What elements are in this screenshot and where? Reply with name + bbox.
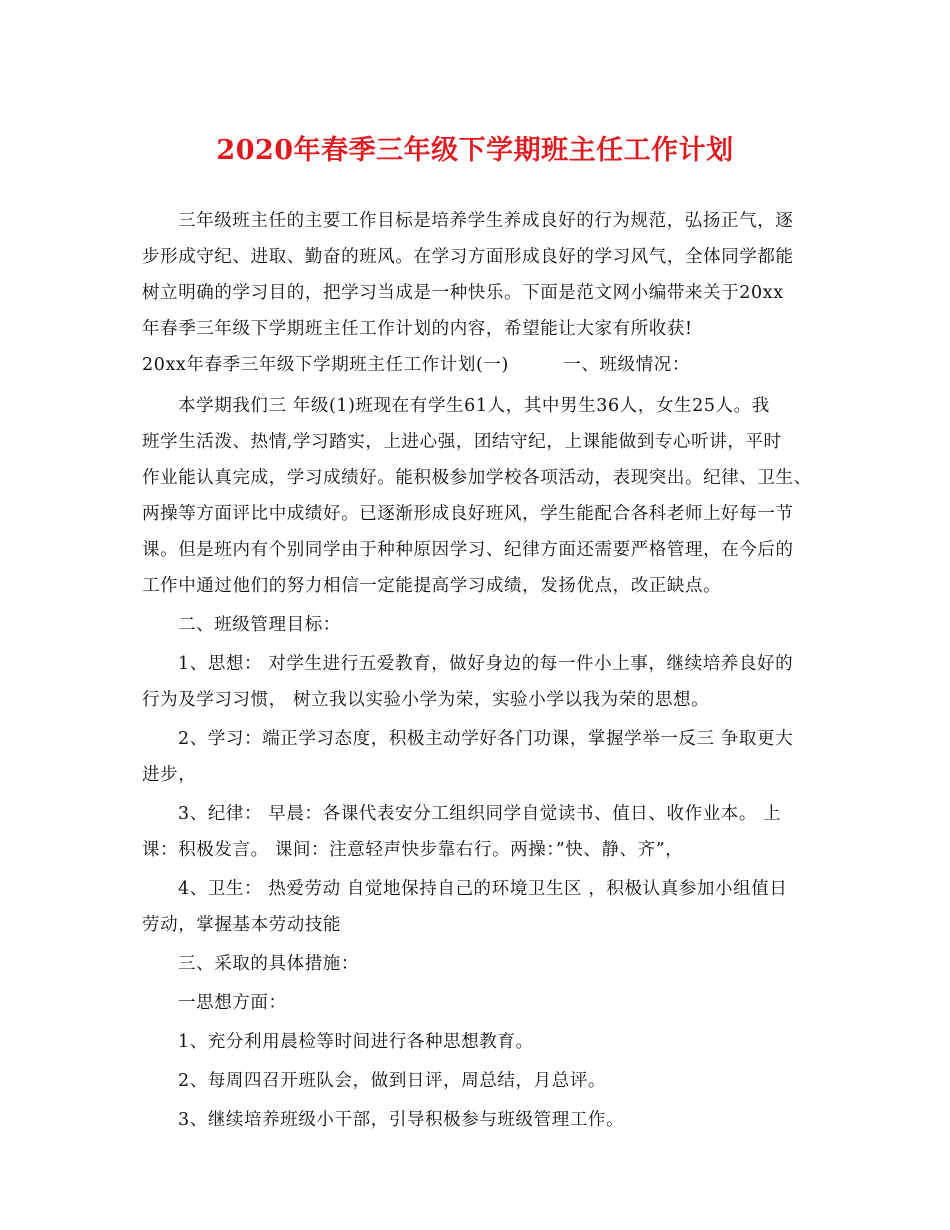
section-heading: 三、采取的具体措施： — [178, 954, 359, 974]
list-item: 1、充分利用晨检等时间进行各种思想教育。 — [178, 1032, 534, 1052]
paragraph-line: 三年级班主任的主要工作目标是培养学生养成良好的行为规范，弘扬正气，逐 — [178, 211, 794, 231]
paragraph-line: 班学生活泼、热情,学习踏实，上进心强，团结守纪，上课能做到专心听讲，平时 — [142, 432, 782, 452]
paragraph-line: 劳动，掌握基本劳动技能 — [142, 915, 342, 935]
paragraph-line: 作业能认真完成，学习成绩好。能积极参加学校各项活动，表现突出。纪律、卫生、 — [142, 468, 812, 488]
paragraph-line: 课。但是班内有个别同学由于种种原因学习、纪律方面还需要严格管理，在今后的 — [142, 540, 794, 560]
section-heading: 二、班级管理目标： — [178, 615, 341, 635]
paragraph-line: 年春季三年级下学期班主任工作计划的内容，希望能让大家有所收获! — [142, 319, 693, 339]
paragraph-line: 两操等方面评比中成绩好。已逐渐形成良好班风，学生能配合各科老师上好每一节 — [142, 504, 794, 524]
paragraph-line: 本学期我们三 年级(1)班现在有学生61人，其中男生36人，女生25人。我 — [178, 396, 770, 416]
section-heading-line: 20xx年春季三年级下学期班主任工作计划(一) 一、班级情况： — [142, 355, 690, 375]
paragraph-line: 树立明确的学习目的，把学习当成是一种快乐。下面是范文网小编带来关于20xx — [142, 283, 784, 303]
document-title: 2020年春季三年级下学期班主任工作计划 — [216, 135, 734, 166]
paragraph-line: 行为及学习习惯， 树立我以实验小学为荣，实验小学以我为荣的思想。 — [142, 690, 710, 710]
list-item: 3、继续培养班级小干部，引导积极参与班级管理工作。 — [178, 1110, 625, 1130]
paragraph-line: 4、卫生： 热爱劳动 自觉地保持自己的环境卫生区 ，积极认真参加小组值日 — [178, 879, 788, 899]
paragraph-line: 3、纪律： 早晨：各课代表安分工组织同学自觉读书、值日、收作业本。 上 — [178, 804, 782, 824]
subsection-heading: 一思想方面： — [178, 993, 287, 1013]
paragraph-line: 课：积极发言。 课间：注意轻声快步靠右行。两操：”快、静、齐”， — [142, 840, 684, 860]
paragraph-line: 进步， — [142, 765, 197, 785]
paragraph-line: 2、学习：端正学习态度，积极主动学好各门功课，掌握学举一反三 争取更大 — [178, 729, 794, 749]
list-item: 2、每周四召开班队会，做到日评，周总结，月总评。 — [178, 1071, 607, 1091]
paragraph-line: 步形成守纪、进取、勤奋的班风。在学习方面形成良好的学习风气，全体同学都能 — [142, 247, 794, 267]
paragraph-line: 1、思想： 对学生进行五爱教育，做好身边的每一件小上事，继续培养良好的 — [178, 654, 794, 674]
paragraph-line: 工作中通过他们的努力相信一定能提高学习成绩，发扬优点，改正缺点。 — [142, 576, 722, 596]
